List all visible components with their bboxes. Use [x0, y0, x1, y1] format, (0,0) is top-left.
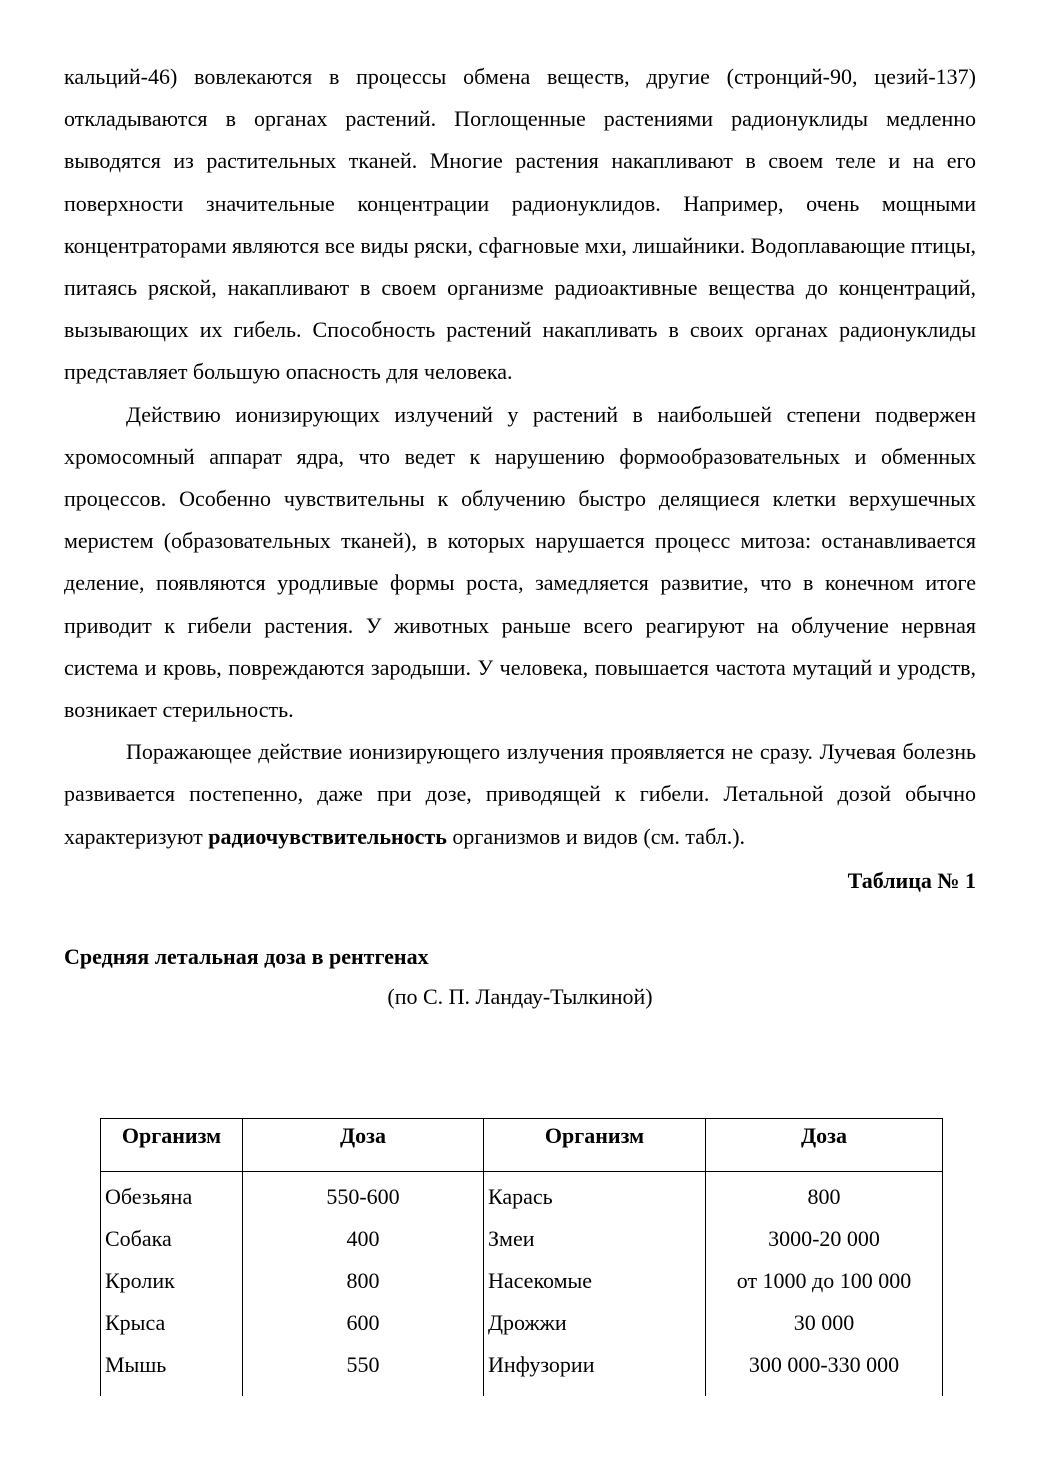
paragraph-radionuclides: кальций-46) вовлекаются в процессы обмена веществ, другие (стронций-90, цезий-137) откладываются в органах растений. Поглощенные растениями радионуклиды медленно выводятся из растительных тканей. Многие растения накапливают в своем теле и на его поверхности значительные концентрации радионуклидов. Например, очень мощными концентраторами являются все виды ряски, сфагновые мхи, лишайники. Водоплавающие птицы, питаясь ряской, накапливают в своем организме радиоактивные вещества до концентраций, вызывающих их гибель. Способность растений накапливать в своих органах радионуклиды представляет большую опасность для человека. [64, 64, 976, 385]
organism-cell: Крыса [101, 1302, 243, 1344]
dose-cell: от 1000 до 100 000 [706, 1260, 943, 1302]
bold-term-radiosensitivity: радиочувствительность [208, 823, 447, 849]
table-number: Таблица № 1 [847, 867, 976, 893]
organism-cell: Обезьяна [101, 1172, 243, 1219]
table-row [101, 1172, 943, 1219]
header-dose-1: Доза [243, 1119, 484, 1172]
organism-cell: Инфузории [484, 1344, 706, 1396]
document-page [64, 56, 976, 1010]
table-header-row [101, 1119, 943, 1172]
organism-cell: Дрожжи [484, 1302, 706, 1344]
organism-cell: Насекомые [484, 1260, 706, 1302]
header-dose-2: Доза [706, 1119, 943, 1172]
organism-cell: Змеи [484, 1218, 706, 1260]
dose-cell: 550-600 [243, 1172, 484, 1219]
table-row [101, 1344, 943, 1396]
dose-cell: 600 [243, 1302, 484, 1344]
table-title: Средняя летальная доза в рентгенах [64, 943, 429, 969]
table-row [101, 1302, 943, 1344]
header-organism-1: Организм [101, 1119, 243, 1172]
dose-cell: 300 000-330 000 [706, 1344, 943, 1396]
paragraph-lethal-dose [64, 731, 976, 858]
dose-cell: 30 000 [706, 1302, 943, 1344]
organism-cell: Мышь [101, 1344, 243, 1396]
table-subtitle: (по С. П. Ландау-Тылкиной) [387, 983, 653, 1009]
dose-cell: 400 [243, 1218, 484, 1260]
dose-cell: 800 [243, 1260, 484, 1302]
organism-cell: Собака [101, 1218, 243, 1260]
dose-cell: 800 [706, 1172, 943, 1219]
table-row [101, 1260, 943, 1302]
dose-cell: 3000-20 000 [706, 1218, 943, 1260]
paragraph-lethal-dose-text: Поражающее действие ионизирующего излучения проявляется не сразу. Лучевая болезнь развивается постепенно, даже при дозе, приводящей к гибели. Летальной дозой обычно характеризуют [64, 739, 976, 849]
dose-cell: 550 [243, 1344, 484, 1396]
paragraph-lethal-dose-tail: организмов и видов (см. табл.). [452, 823, 746, 849]
table-row [101, 1218, 943, 1260]
organism-cell: Карась [484, 1172, 706, 1219]
organism-cell: Кролик [101, 1260, 243, 1302]
lethal-dose-table [100, 1118, 943, 1396]
lethal-dose-table-wrap [100, 1118, 942, 1396]
header-organism-2: Организм [484, 1119, 706, 1172]
paragraph-ionizing-effects: Действию ионизирующих излучений у растений в наибольшей степени подвержен хромосомный аппарат ядра, что ведет к нарушению формообразовательных и обменных процессов. Особенно чувствительны к облучению быстро делящиеся клетки верхушечных меристем (образовательных тканей), в которых нарушается процесс митоза: останавливается деление, появляются уродливые формы роста, замедляется развитие, что в конечном итоге приводит к гибели растения. У животных раньше всего реагируют на облучение нервная система и кровь, повреждаются зародыши. У человека, повышается частота мутаций и уродств, возникает стерильность. [64, 401, 976, 723]
